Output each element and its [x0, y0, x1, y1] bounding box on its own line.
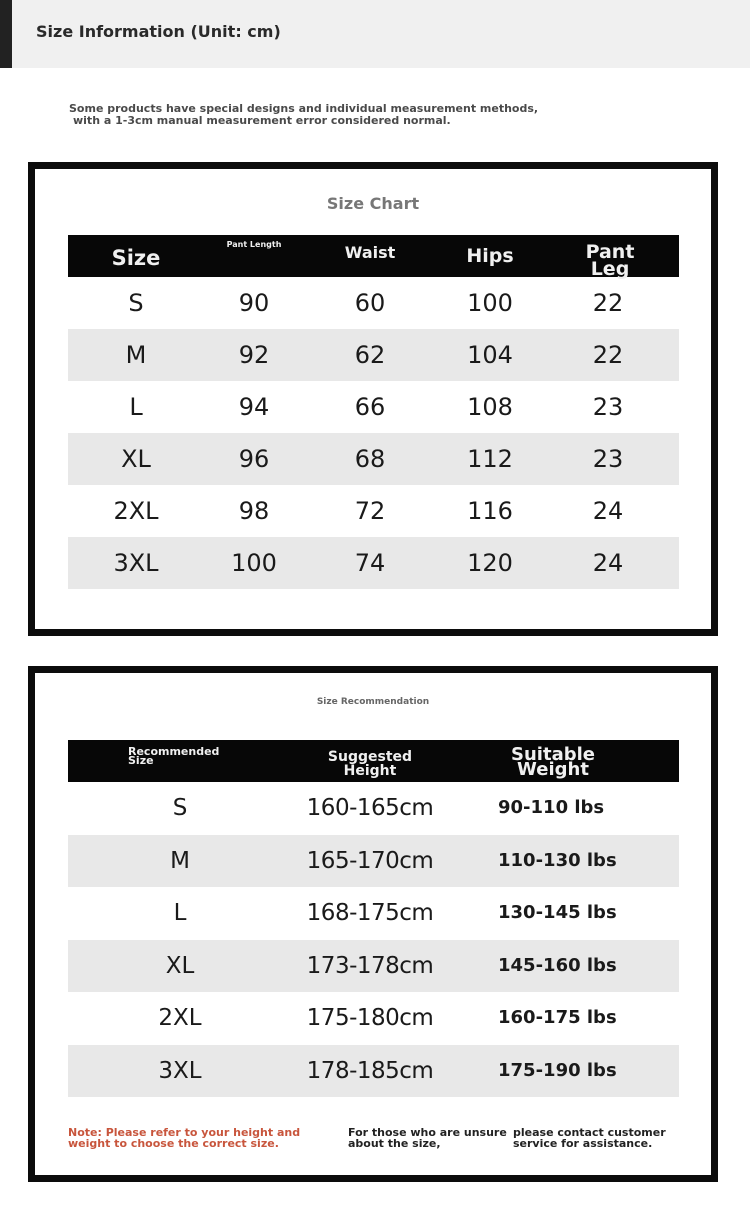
- size-chart-row: [68, 329, 679, 381]
- recommendation-row: [68, 887, 679, 940]
- cell-pant-length: 94: [238, 393, 270, 421]
- disclaimer-line-1: Some products have special designs and individual measurement methods,: [69, 102, 539, 115]
- cell-recommended-size: L: [173, 900, 187, 927]
- cell-recommended-size: S: [172, 795, 188, 822]
- size-recommendation-title: Size Recommendation: [316, 697, 430, 707]
- contact-service-note: please contact customer service for assistance.: [513, 1126, 666, 1150]
- header-hips: Hips: [466, 245, 514, 267]
- cell-pant-leg: 22: [592, 341, 624, 369]
- cell-pant-length: 90: [238, 289, 270, 317]
- cell-suggested-height: 178-185cm: [306, 1057, 434, 1084]
- cell-waist: 68: [354, 445, 386, 473]
- cell-suitable-weight: 145-160 lbs: [498, 954, 617, 976]
- size-recommendation-panel: [28, 666, 718, 1182]
- cell-pant-length: 100: [231, 549, 277, 577]
- size-chart-row: [68, 381, 679, 433]
- cell-size: 3XL: [113, 549, 159, 577]
- header-suggested-height: Suggested Height: [327, 749, 413, 779]
- recommendation-row: [68, 1045, 679, 1098]
- cell-pant-length: 98: [238, 497, 270, 525]
- cell-suitable-weight: 90-110 lbs: [498, 797, 605, 819]
- cell-pant-leg: 22: [592, 289, 624, 317]
- cell-pant-length: 92: [238, 341, 270, 369]
- cell-pant-length: 96: [238, 445, 270, 473]
- cell-hips: 104: [467, 341, 513, 369]
- header-suitable-weight: Suitable Weight: [511, 744, 595, 780]
- size-chart-row: [68, 277, 679, 329]
- disclaimer-line-2: with a 1-3cm manual measurement error considered normal.: [73, 114, 451, 127]
- cell-recommended-size: 2XL: [158, 1005, 202, 1032]
- recommendation-row: [68, 835, 679, 888]
- header-size: Size: [111, 246, 161, 270]
- cell-hips: 100: [467, 289, 513, 317]
- cell-suggested-height: 168-175cm: [306, 900, 434, 927]
- cell-waist: 66: [354, 393, 386, 421]
- recommendation-row: [68, 782, 679, 835]
- cell-suitable-weight: 160-175 lbs: [498, 1007, 617, 1029]
- cell-recommended-size: XL: [165, 952, 195, 979]
- recommendation-header-row: [68, 740, 679, 782]
- recommendation-row: [68, 992, 679, 1045]
- cell-hips: 108: [467, 393, 513, 421]
- size-chart-row: [68, 433, 679, 485]
- cell-pant-leg: 23: [592, 445, 624, 473]
- size-chart-panel: [28, 162, 718, 636]
- cell-suggested-height: 173-178cm: [306, 952, 434, 979]
- cell-suitable-weight: 130-145 lbs: [498, 902, 617, 924]
- cell-waist: 60: [354, 289, 386, 317]
- measurement-disclaimer: [69, 103, 689, 127]
- size-chart-row: [68, 537, 679, 589]
- cell-suitable-weight: 175-190 lbs: [498, 1059, 617, 1081]
- size-choice-note: Note: Please refer to your height and weight to choose the correct size.: [68, 1126, 301, 1150]
- unsure-size-note: For those who are unsure about the size,: [348, 1126, 507, 1150]
- cell-size: XL: [121, 445, 151, 473]
- size-chart-row: [68, 485, 679, 537]
- recommendation-row: [68, 940, 679, 993]
- cell-pant-leg: 23: [592, 393, 624, 421]
- cell-hips: 120: [467, 549, 513, 577]
- cell-waist: 72: [354, 497, 386, 525]
- cell-suggested-height: 165-170cm: [306, 847, 434, 874]
- cell-recommended-size: 3XL: [158, 1057, 202, 1084]
- cell-hips: 112: [467, 445, 513, 473]
- header-waist: Waist: [344, 243, 396, 262]
- header-accent-bar: [0, 0, 12, 68]
- cell-size: S: [128, 289, 144, 317]
- cell-suitable-weight: 110-130 lbs: [498, 849, 617, 871]
- header-pant-length: Pant Length: [226, 240, 282, 249]
- cell-suggested-height: 160-165cm: [306, 795, 434, 822]
- cell-size: M: [125, 341, 147, 369]
- page-title: Size Information (Unit: cm): [36, 22, 281, 41]
- cell-pant-leg: 24: [592, 549, 624, 577]
- cell-pant-leg: 24: [592, 497, 624, 525]
- size-chart-header-row: [68, 235, 679, 280]
- header-pant-leg: Pant Leg: [585, 241, 635, 280]
- cell-waist: 74: [354, 549, 386, 577]
- cell-size: 2XL: [113, 497, 159, 525]
- header-recommended-size: Recommended Size: [128, 745, 220, 767]
- size-chart-title: Size Chart: [326, 194, 420, 213]
- page-header: [0, 0, 750, 68]
- cell-suggested-height: 175-180cm: [306, 1005, 434, 1032]
- recommendation-table: [68, 740, 679, 1097]
- cell-size: L: [129, 393, 143, 421]
- size-chart-table: [68, 235, 679, 589]
- cell-recommended-size: M: [170, 847, 190, 874]
- cell-waist: 62: [354, 341, 386, 369]
- cell-hips: 116: [467, 497, 513, 525]
